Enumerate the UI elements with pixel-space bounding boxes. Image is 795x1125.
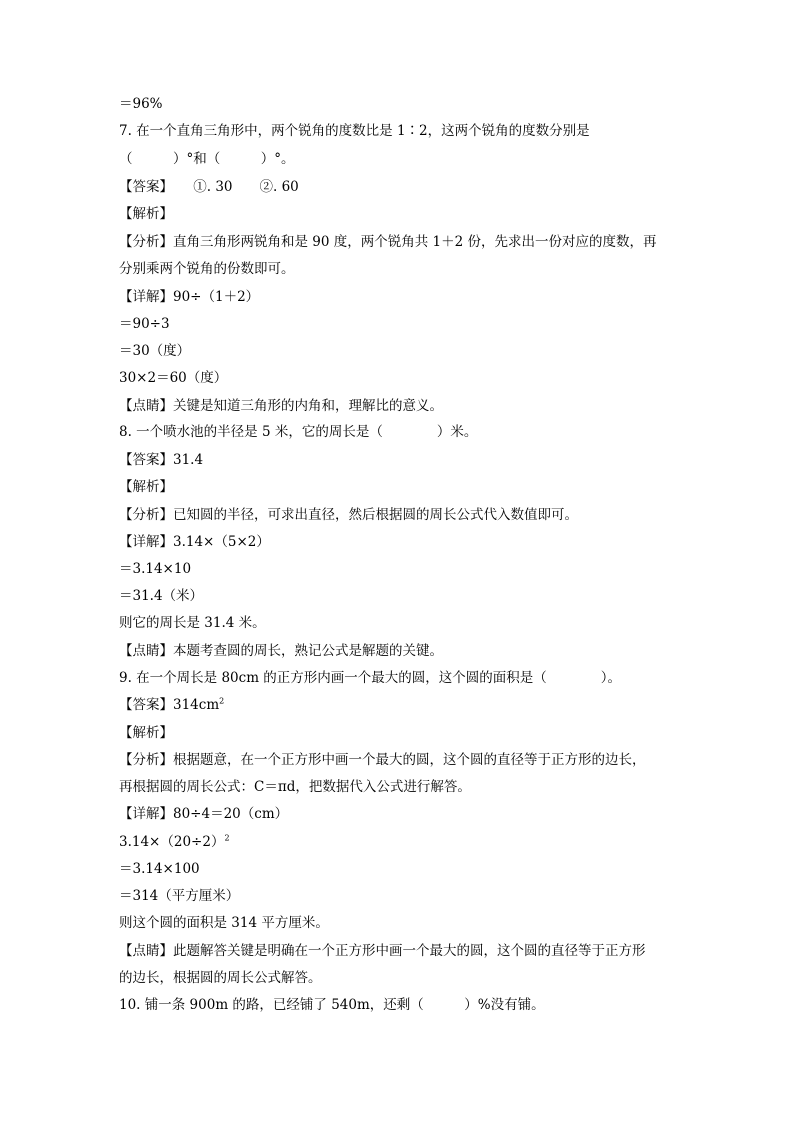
text-line: 【分析】直角三角形两锐角和是 90 度，两个锐角共 1＋2 份，先求出一份对应的度数，再	[119, 234, 657, 250]
text-line: ＝314（平方厘米）	[119, 888, 240, 904]
text-line: ＝96%	[119, 96, 163, 112]
question-7: 7. 在一个直角三角形中，两个锐角的度数比是 1∶2，这两个锐角的度数分别是	[119, 123, 590, 139]
text-line: ＝3.14×10	[119, 561, 192, 577]
text-line: （ ）°和（ ）°。	[119, 151, 295, 167]
text-line: 【详解】90÷（1＋2）	[119, 289, 260, 305]
analysis-heading: 【解析】	[119, 725, 173, 741]
text-line: 则这个圆的面积是 314 平方厘米。	[119, 915, 329, 931]
text-line: 则它的周长是 31.4 米。	[119, 615, 266, 631]
question-9: 9. 在一个周长是 80cm 的正方形内画一个最大的圆，这个圆的面积是（ ）。	[119, 670, 622, 686]
answer-line	[119, 695, 224, 715]
text-line: ＝90÷3	[119, 316, 170, 332]
answer-line: 【答案】31.4	[119, 452, 204, 468]
text-line: 【点睛】此题解答关键是明确在一个正方形中画一个最大的圆，这个圆的直径等于正方形	[119, 943, 646, 959]
answer-line: 【答案】 ①. 30 ②. 60	[119, 179, 299, 195]
text-line: 【分析】已知圆的半径，可求出直径，然后根据圆的周长公式代入数值即可。	[119, 507, 578, 523]
text-line: 再根据圆的周长公式：C＝πd，把数据代入公式进行解答。	[119, 779, 471, 795]
superscript: 2	[219, 696, 225, 706]
answer-text: 【答案】314cm	[119, 697, 220, 713]
text-line: ＝31.4（米）	[119, 588, 204, 604]
text-line	[119, 832, 230, 852]
text-line: ＝30（度）	[119, 343, 191, 359]
text-line: 【点睛】本题考查圆的周长，熟记公式是解题的关键。	[119, 643, 443, 659]
superscript: 2	[224, 833, 230, 843]
question-10: 10. 铺一条 900m 的路，已经铺了 540m，还剩（ ）%没有铺。	[119, 997, 545, 1013]
text-line: 【详解】3.14×（5×2）	[119, 534, 270, 550]
text-line: 分别乘两个锐角的份数即可。	[119, 261, 295, 277]
text-line: 30×2＝60（度）	[119, 370, 228, 386]
text-line: 【点睛】关键是知道三角形的内角和，理解比的意义。	[119, 398, 443, 414]
analysis-heading: 【解析】	[119, 206, 173, 222]
text-line: 【分析】根据题意，在一个正方形中画一个最大的圆，这个圆的直径等于正方形的边长，	[119, 752, 646, 768]
text-line: ＝3.14×100	[119, 861, 200, 877]
text-line: 【详解】80÷4＝20（cm）	[119, 806, 289, 822]
formula-text: 3.14×（20÷2）	[119, 834, 225, 850]
text-line: 的边长，根据圆的周长公式解答。	[119, 970, 322, 986]
analysis-heading: 【解析】	[119, 479, 173, 495]
question-8: 8. 一个喷水池的半径是 5 米，它的周长是（ ）米。	[119, 424, 478, 440]
